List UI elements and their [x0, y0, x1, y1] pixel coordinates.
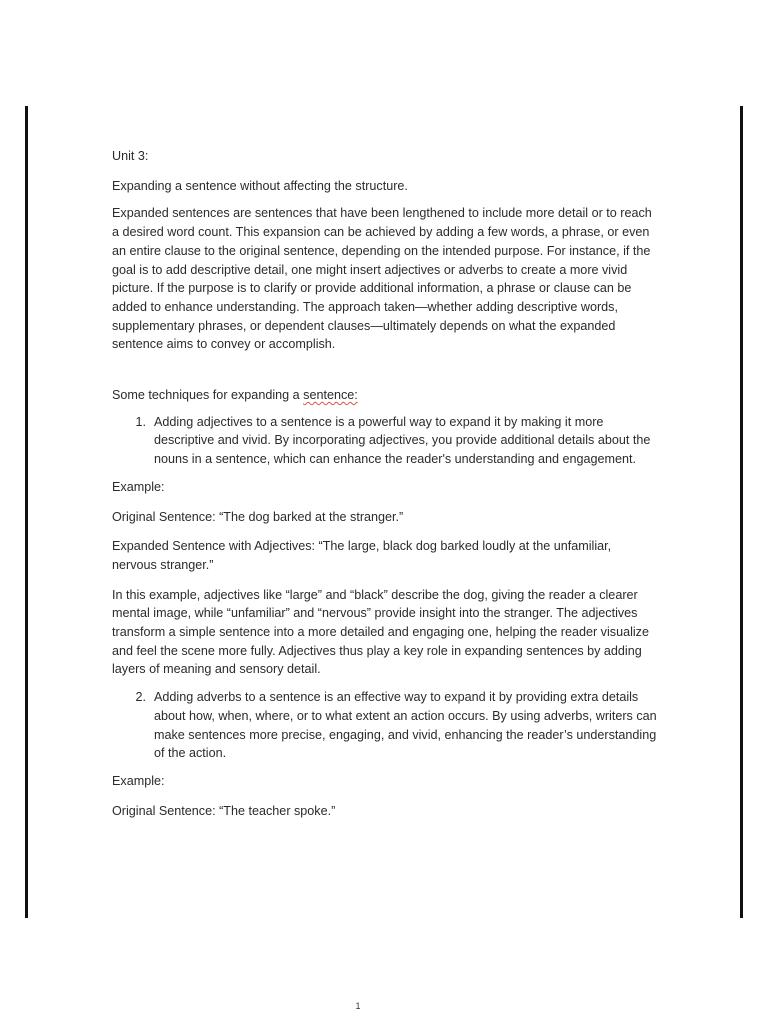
left-margin-line [25, 106, 28, 918]
techniques-heading [112, 386, 657, 405]
list-item-text: Adding adverbs to a sentence is an effective way to expand it by providing extra details about how, when, where, or to what extent an action occurs. By using adverbs, writers can make sentences more precise, engaging, and vivid, enhancing the reader’s understanding of the action. [154, 690, 657, 761]
unit-title: Unit 3: [112, 149, 149, 163]
example-label: Example: [112, 773, 165, 788]
list-number: 2. [135, 690, 146, 705]
example-explanation: In this example, adjectives like “large” and “black” describe the dog, giving the reader a clearer mental image, while “unfamiliar” and “nervous” provide insight into the stranger. The adjectives transform a simple sentence into a more detailed and engaging one, helping the reader visualize and feel the scene more fully. Adjectives thus play a key role in expanding sentences by adding layers of meaning and sensory detail. [112, 587, 649, 677]
techniques-heading-text: Some techniques for expanding a [112, 388, 304, 403]
list-item-text: Adding adjectives to a sentence is a powerful way to expand it by making it more descriptive and vivid. By incorporating adjectives, you provide additional details about the nouns in a sentence, which can enhance the reader's understanding and engagement. [154, 414, 651, 467]
spellcheck-flagged-word: sentence: [303, 388, 358, 403]
section-subtitle: Expanding a sentence without affecting the structure. [112, 178, 408, 193]
document-body [112, 147, 657, 820]
list-item-adverbs [112, 688, 657, 763]
original-sentence: Original Sentence: “The teacher spoke.” [112, 803, 336, 818]
original-sentence: Original Sentence: “The dog barked at the stranger.” [112, 509, 404, 524]
example-label: Example: [112, 479, 165, 494]
list-number: 1. [135, 414, 146, 429]
expanded-sentence: Expanded Sentence with Adjectives: “The large, black dog barked loudly at the unfamiliar, nervous stranger.” [112, 539, 612, 572]
right-margin-line [740, 106, 743, 918]
page-number: 1 [355, 1001, 361, 1011]
list-item-adjectives [112, 413, 657, 469]
intro-paragraph: Expanded sentences are sentences that have been lengthened to include more detail or to reach a desired word count. This expansion can be achieved by adding a few words, a phrase, or even an entire clause to the original sentence, depending on the intended purpose. For instance, if the goal is to add descriptive detail, one might insert adjectives or adverbs to create a more vivid picture. If the purpose is to clarify or provide additional information, a phrase or clause can be added to enhance understanding. The approach taken—whether adding descriptive words, supplementary phrases, or dependent clauses—ultimately depends on what the expanded sentence aims to convey or accomplish. [112, 206, 652, 352]
